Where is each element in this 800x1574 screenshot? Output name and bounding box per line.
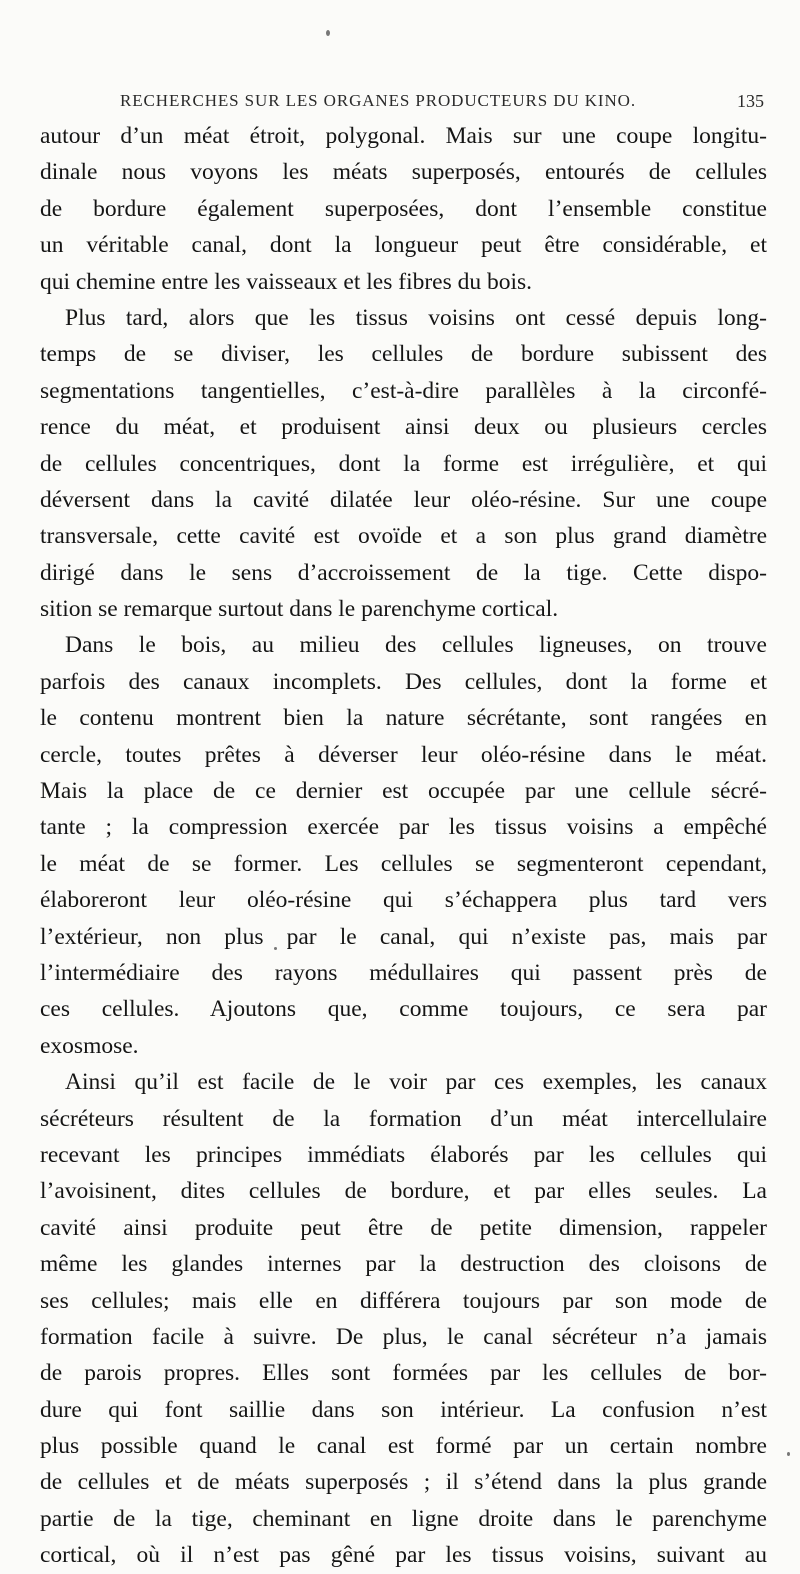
text-line: ces cellules. Ajoutons que, comme toujours, ce sera par bbox=[40, 996, 767, 1023]
ink-speck-bottom bbox=[787, 1452, 790, 1456]
ink-speck-top bbox=[326, 30, 330, 36]
text-line: cortical, où il n’est pas gêné par les tissus voisins, suivant au bbox=[40, 1542, 767, 1569]
text-line: qui chemine entre les vaisseaux et les fibres du bois. bbox=[40, 268, 533, 295]
text-line: déversent dans la cavité dilatée leur oléo-résine. Sur une coupe bbox=[40, 486, 767, 513]
text-line: Plus tard, alors que les tissus voisins ont cessé depuis long- bbox=[65, 304, 767, 331]
text-line: ses cellules; mais elle en différera toujours par son mode de bbox=[40, 1287, 767, 1314]
text-line: dure qui font saillie dans son intérieur. La confusion n’est bbox=[40, 1396, 767, 1423]
text-line: rence du méat, et produisent ainsi deux ou plusieurs cercles bbox=[40, 414, 767, 441]
running-title: RECHERCHES SUR LES ORGANES PRODUCTEURS DU KINO. bbox=[120, 91, 636, 110]
text-line: partie de la tige, cheminant en ligne droite dans le parenchyme bbox=[40, 1505, 767, 1532]
text-line: de bordure également superposées, dont l’ensemble constitue bbox=[40, 195, 767, 222]
text-line: Mais la place de ce dernier est occupée par une cellule sécré- bbox=[40, 778, 767, 805]
text-line: de cellules concentriques, dont la forme est irrégulière, et qui bbox=[40, 450, 767, 477]
text-line: même les glandes internes par la destruction des cloisons de bbox=[40, 1251, 767, 1278]
text-line: l’intermédiaire des rayons médullaires qui passent près de bbox=[40, 959, 767, 986]
text-line: cercle, toutes prêtes à déverser leur oléo-résine dans le méat. bbox=[40, 741, 767, 768]
text-line: un véritable canal, dont la longueur peut être considérable, et bbox=[40, 232, 767, 259]
text-line: élaboreront leur oléo-résine qui s’échappera plus tard vers bbox=[40, 887, 767, 914]
text-line: l’avoisinent, dites cellules de bordure, et par elles seules. La bbox=[40, 1178, 767, 1205]
page-number: 135 bbox=[737, 91, 764, 111]
text-line: cavité ainsi produite peut être de petite dimension, rappeler bbox=[40, 1214, 767, 1241]
text-line: l’extérieur, non plus par le canal, qui n’existe pas, mais par bbox=[40, 923, 767, 950]
text-line: formation facile à suivre. De plus, le canal sécréteur n’a jamais bbox=[40, 1323, 767, 1350]
body-text bbox=[40, 118, 767, 1574]
text-line: plus possible quand le canal est formé par un certain nombre bbox=[40, 1433, 767, 1460]
text-line: le contenu montrent bien la nature sécrétante, sont rangées en bbox=[40, 705, 767, 732]
text-line: transversale, cette cavité est ovoïde et a son plus grand diamètre bbox=[40, 523, 767, 550]
running-header bbox=[40, 88, 764, 114]
text-line: tante ; la compression exercée par les tissus voisins a empêché bbox=[40, 814, 767, 841]
text-line: Dans le bois, au milieu des cellules ligneuses, on trouve bbox=[65, 632, 767, 659]
text-line: Ainsi qu’il est facile de le voir par ces exemples, les canaux bbox=[65, 1069, 767, 1096]
text-line: dinale nous voyons les méats superposés, entourés de cellules bbox=[40, 159, 767, 186]
text-line: sécréteurs résultent de la formation d’un méat intercellulaire bbox=[40, 1105, 767, 1132]
text-line: sition se remarque surtout dans le parenchyme cortical. bbox=[40, 596, 559, 623]
text-line: dirigé dans le sens d’accroissement de la tige. Cette dispo- bbox=[40, 559, 767, 586]
text-line: segmentations tangentielles, c’est-à-dire parallèles à la circonfé- bbox=[40, 377, 767, 404]
text-line: exosmose. bbox=[40, 1032, 139, 1059]
text-line: parfois des canaux incomplets. Des cellules, dont la forme et bbox=[40, 668, 767, 695]
text-line: de parois propres. Elles sont formées par les cellules de bor- bbox=[40, 1360, 767, 1387]
text-line: temps de se diviser, les cellules de bordure subissent des bbox=[40, 341, 767, 368]
text-line: le méat de se former. Les cellules se segmenteront cependant, bbox=[40, 850, 767, 877]
text-line: recevant les principes immédiats élaborés par les cellules qui bbox=[40, 1141, 767, 1168]
text-line: autour d’un méat étroit, polygonal. Mais sur une coupe longitu- bbox=[40, 123, 767, 149]
text-line: de cellules et de méats superposés ; il s’étend dans la plus grande bbox=[40, 1469, 767, 1496]
